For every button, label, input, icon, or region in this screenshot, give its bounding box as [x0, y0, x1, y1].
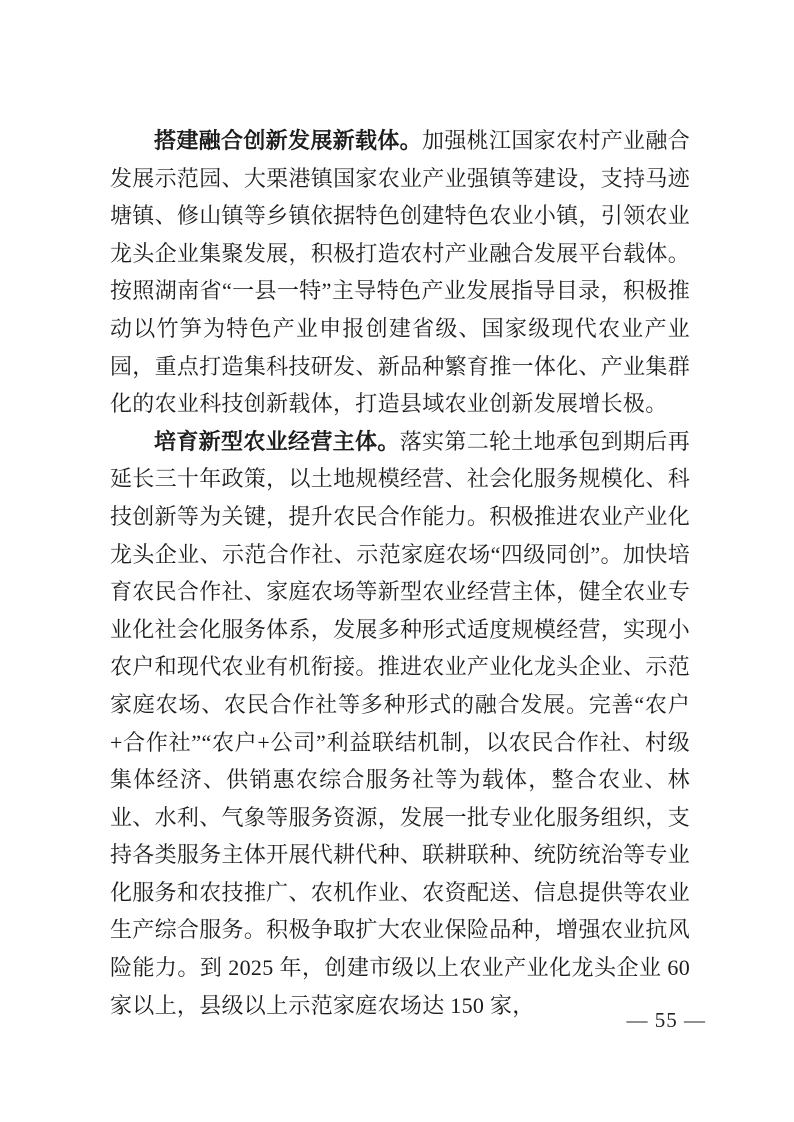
paragraph-new-carrier-body: 加强桃江国家农村产业融合发展示范园、大栗港镇国家农业产业强镇等建设，支持马迹塘镇、修山镇等乡镇依据特色创建特色农业小镇，引领农业龙头企业集聚发展，积极打造农村产业融合发展平台载体。按照湖南省“一县一特”主导特色产业发展指导目录，积极推动以竹笋为特色产业申报创建省级、国家级现代农业产业园，重点打造集科技研发、新品种繁育推一体化、产业集群化的农业科技创新载体，打造县域农业创新发展增长极。 [110, 128, 690, 417]
paragraph-new-agri-entities-body: 落实第二轮土地承包到期后再延长三十年政策，以土地规模经营、社会化服务规模化、科技创新等为关键，提升农民合作能力。积极推进农业产业化龙头企业、示范合作社、示范家庭农场“四级同创”。加快培育农民合作社、家庭农场等新型农业经营主体，健全农业专业化社会化服务体系，发展多种形式适度规模经营，实现小农户和现代农业有机衔接。推进农业产业化龙头企业、示范家庭农场、农民合作社等多种形式的融合发展。完善“农户+合作社”“农户+公司”利益联结机制，以农民合作社、村级集体经济、供销惠农综合服务社等为载体，整合农业、林业、水利、气象等服务资源，发展一批专业化服务组织，支持各类服务主体开展代耕代种、联耕联种、统防统治等专业化服务和农技推广、农机作业、农资配送、信息提供等农业生产综合服务。积极争取扩大农业保险品种，增强农业抗风险能力。到 2025 年，创建市级以上农业产业化龙头企业 60 家以上，县级以上示范家庭农场达 150 家， [110, 428, 690, 1018]
document-body [110, 122, 690, 1024]
paragraph-new-carrier [110, 122, 690, 423]
page-number: — 55 — [626, 1008, 706, 1032]
paragraph-new-carrier-lead: 搭建融合创新发展新载体。 [154, 128, 423, 153]
paragraph-new-agri-entities-lead: 培育新型农业经营主体。 [154, 428, 400, 454]
paragraph-new-agri-entities [110, 423, 690, 1025]
